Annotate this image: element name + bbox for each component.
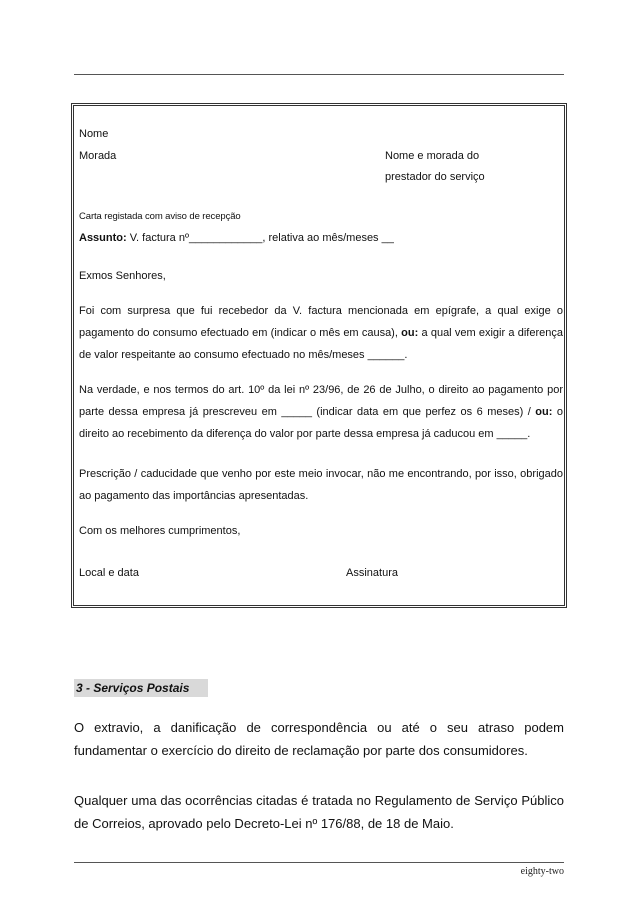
footer-rule (74, 862, 564, 863)
subject-line (79, 231, 394, 245)
signature-label: Assinatura (346, 567, 398, 579)
p2-text-b: o direito ao recebimento da diferença do valor por parte dessa empresa já caducou em _____. (79, 406, 563, 440)
section-title: 3 - Serviços Postais (74, 679, 208, 697)
p1-text-a: Foi com surpresa que fui recebedor da V. factura mencionada em epígrafe, a qual exige o pagamento do consumo efectuado em (indicar o mês em causa), (79, 305, 563, 339)
section-paragraph-2: Qualquer uma das ocorrências citadas é tratada no Regulamento de Serviço Público de Correios, aprovado pelo Decreto-Lei nº 176/88, de 18 de Maio. (74, 793, 564, 831)
closing: Com os melhores cumprimentos, (79, 525, 241, 537)
salutation: Exmos Senhores, (79, 270, 166, 282)
section-paragraph-1: O extravio, a danificação de correspondência ou até o seu atraso podem fundamentar o exercício do direito de reclamação por parte dos consumidores. (74, 720, 564, 758)
letter-paragraph-1 (79, 300, 563, 366)
field-morada: Morada (79, 150, 117, 162)
local-date: Local e data (79, 567, 139, 579)
p2-ou: ou: (535, 406, 553, 418)
field-nome: Nome (79, 128, 109, 140)
letter-template-box (71, 103, 567, 608)
registered-mail-note: Carta registada com aviso de recepção (79, 211, 241, 222)
letter-paragraph-2 (79, 379, 563, 445)
p2-text-a: Na verdade, e nos termos do art. 10º da lei nº 23/96, de 26 de Julho, o direito ao pagamento por parte dessa empresa já prescreveu em _____ (indicar data em que perfez os 6 meses) / (79, 384, 563, 418)
letter-paragraph-3: Prescrição / caducidade que venho por este meio invocar, não me encontrando, por isso, obrigado ao pagamento das importâncias apresentadas. (79, 468, 563, 502)
header-rule (74, 74, 564, 75)
prestador-label-1: Nome e morada do (385, 150, 480, 162)
subject-text: V. factura nº____________, relativa ao mês/meses __ (129, 232, 394, 244)
prestador-label-2: prestador do serviço (385, 171, 485, 183)
p1-text-b: a qual vem exigir a diferença de valor respeitante ao consumo efectuado no mês/meses ______. (79, 327, 563, 361)
subject-label: Assunto: (79, 232, 127, 244)
p1-ou: ou: (401, 327, 419, 339)
page-number: eighty-two (520, 866, 564, 877)
